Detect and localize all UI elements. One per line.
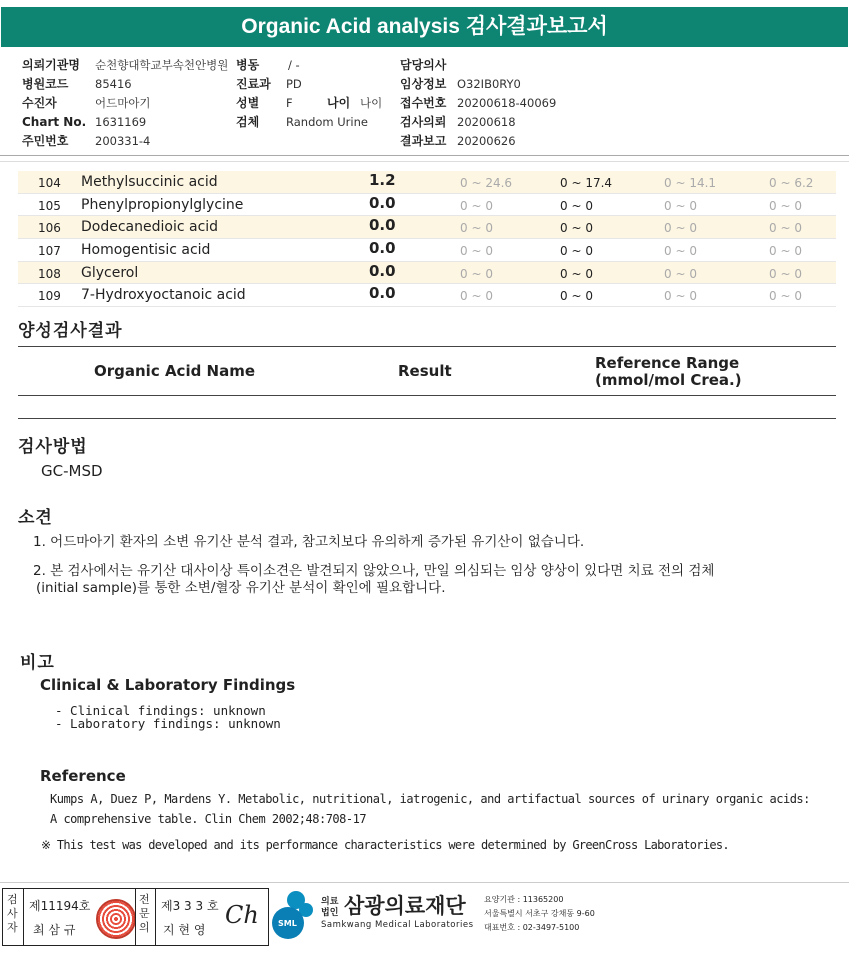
org-prefix-2: 법인: [321, 908, 339, 918]
tester-label: 검사자: [7, 893, 18, 934]
reference-range-4: 0 ~ 0: [769, 198, 802, 213]
reference-range-1: 0 ~ 0: [460, 244, 493, 259]
hospital-code-value: 85416: [95, 77, 132, 91]
reference-range-3: 0 ~ 0: [664, 289, 697, 304]
acid-name: Phenylpropionylglycine: [81, 196, 244, 213]
org-name: 삼광의료재단: [344, 894, 466, 918]
org-address: 서울특별시 서초구 강채동 9-60: [484, 909, 595, 918]
positive-results-bottom-line: [18, 418, 836, 419]
report-date-value: 20200626: [457, 134, 516, 148]
dept-label: 진료과: [236, 77, 271, 91]
ward-value: / -: [288, 58, 300, 72]
ward-label: 병동: [236, 58, 260, 72]
tester-seal: [96, 899, 136, 939]
hospital-code-label: 병원코드: [22, 77, 69, 91]
result-value: 0.0: [369, 261, 396, 280]
age-value: 나이: [360, 96, 383, 110]
finding-line-1: 1. 어드마아기 환자의 소변 유기산 분석 결과, 참고치보다 유의하게 증가된 유기산이 없습니다.: [33, 534, 585, 550]
row-number: 107: [38, 244, 61, 259]
reference-line-1: Kumps A, Duez P, Mardens Y. Metabolic, nutritional, iatrogenic, and artifactual sources of urinary organic acids:: [50, 792, 810, 806]
reference-range-1: 0 ~ 0: [460, 289, 493, 304]
col-result: Result: [398, 362, 452, 380]
reference-range-4: 0 ~ 0: [769, 266, 802, 281]
age-label: 나이: [327, 96, 351, 110]
clinical-findings-line: - Clinical findings: unknown: [55, 703, 266, 718]
col-reference-unit: (mmol/mol Crea.): [595, 371, 742, 389]
chart-value: 1631169: [95, 115, 147, 129]
reference-range-4: 0 ~ 0: [769, 289, 802, 304]
result-value: 0.0: [369, 216, 396, 235]
reference-range-1: 0 ~ 0: [460, 221, 493, 236]
specimen-value: Random Urine: [286, 115, 368, 129]
request-label: 검사의뢰: [400, 115, 447, 129]
reference-title: Reference: [40, 767, 126, 785]
report-title: Organic Acid analysis 검사결과보고서: [1, 7, 848, 47]
table-row: [18, 262, 836, 285]
request-value: 20200618: [457, 115, 516, 129]
row-number: 106: [38, 221, 61, 236]
reference-range-1: 0 ~ 0: [460, 198, 493, 213]
reference-range-3: 0 ~ 0: [664, 266, 697, 281]
finding-line-2: 2. 본 검사에서는 유기산 대사이상 특이소견은 발견되지 않았으나, 만일 의심되는 임상 양상이 있다면 치료 전의 검체: [33, 563, 715, 579]
acid-name: Methylsuccinic acid: [81, 174, 218, 190]
reference-line-2: A comprehensive table. Clin Chem 2002;48:708-17: [50, 812, 367, 826]
receipt-label: 접수번호: [400, 96, 447, 110]
positive-results-header: [18, 346, 836, 396]
acid-name: Dodecanedioic acid: [81, 219, 219, 236]
acid-name: Glycerol: [81, 264, 139, 281]
resident-label: 주민번호: [22, 134, 69, 148]
clinical-info-label: 임상정보: [400, 77, 447, 91]
table-row: [18, 194, 836, 217]
row-number: 105: [38, 198, 61, 213]
clinical-findings-title: Clinical & Laboratory Findings: [40, 676, 296, 694]
col-reference-range: Reference Range: [595, 354, 740, 372]
org-code: 요양기관 : 11365200: [484, 895, 564, 904]
table-row: [18, 239, 836, 262]
acid-name: 7-Hydroxyoctanoic acid: [81, 287, 246, 304]
result-value: 0.0: [369, 193, 396, 212]
reference-range-2: 0 ~ 0: [560, 266, 593, 281]
specialist-name: 지 현 영: [163, 923, 206, 937]
collector-label: 수진자: [22, 96, 57, 110]
footer: [0, 885, 849, 953]
method-title: 검사방법: [18, 437, 88, 457]
report-date-label: 결과보고: [400, 134, 447, 148]
specialist-license: 제3 3 3 호: [161, 899, 219, 913]
header-divider-2: [0, 161, 849, 162]
tester-name: 최 삼 규: [33, 923, 76, 937]
positive-results-title: 양성검사결과: [18, 321, 123, 341]
reference-range-4: 0 ~ 6.2: [769, 176, 814, 190]
acid-name: Homogentisic acid: [81, 242, 211, 259]
org-english-name: Samkwang Medical Laboratories: [321, 920, 474, 930]
doctor-label: 담당의사: [400, 58, 447, 72]
signature-box: [2, 888, 269, 946]
reference-range-3: 0 ~ 0: [664, 198, 697, 213]
signature: Ch: [225, 901, 259, 929]
row-number: 109: [38, 289, 61, 304]
col-acid-name: Organic Acid Name: [94, 362, 256, 380]
reference-range-3: 0 ~ 14.1: [664, 176, 717, 190]
org-prefix-1: 의료: [321, 897, 339, 907]
reference-range-2: 0 ~ 0: [560, 289, 593, 304]
reference-range-3: 0 ~ 0: [664, 244, 697, 259]
org-phone: 대표번호 : 02-3497-5100: [484, 923, 580, 932]
dept-value: PD: [286, 77, 302, 91]
clinical-info-value: O32IB0RY0: [457, 77, 521, 91]
row-number: 104: [38, 176, 61, 190]
header-divider: [0, 155, 849, 156]
reference-range-4: 0 ~ 0: [769, 244, 802, 259]
reference-range-3: 0 ~ 0: [664, 221, 697, 236]
reference-range-2: 0 ~ 0: [560, 244, 593, 259]
result-value: 0.0: [369, 239, 396, 258]
table-row: [18, 216, 836, 239]
sex-value: F: [286, 96, 293, 110]
reference-range-1: 0 ~ 0: [460, 266, 493, 281]
reference-range-4: 0 ~ 0: [769, 221, 802, 236]
institution-value: 순천향대학교부속천안병원: [95, 58, 229, 72]
result-value: 0.0: [369, 284, 396, 303]
chart-label: Chart No.: [22, 115, 87, 129]
sex-label: 성별: [236, 96, 260, 110]
footer-divider: [0, 882, 849, 883]
divider: [135, 889, 136, 945]
results-table: [18, 171, 836, 307]
result-value: 1.2: [369, 171, 396, 189]
divider: [23, 889, 24, 945]
table-row: [18, 171, 836, 194]
specimen-label: 검체: [236, 115, 260, 129]
findings-title: 소견: [18, 508, 53, 528]
specialist-label: 전문의: [139, 893, 150, 934]
institution-label: 의뢰기관명: [22, 58, 80, 72]
laboratory-findings-line: - Laboratory findings: unknown: [55, 716, 281, 731]
finding-line-2-cont: (initial sample)를 통한 소변/혈장 유기산 분석이 확인에 필요합니다.: [36, 580, 446, 596]
reference-range-2: 0 ~ 17.4: [560, 176, 613, 190]
reference-range-2: 0 ~ 0: [560, 221, 593, 236]
table-row: [18, 284, 836, 307]
reference-range-2: 0 ~ 0: [560, 198, 593, 213]
divider: [155, 889, 156, 945]
tester-license: 제11194호: [29, 899, 91, 913]
reference-range-1: 0 ~ 24.6: [460, 176, 513, 190]
remarks-title: 비고: [20, 653, 55, 673]
logo-text: SML: [278, 919, 297, 928]
method-value: GC-MSD: [41, 462, 103, 480]
performance-note: ※ This test was developed and its performance characteristics were determined by GreenCross Laboratories.: [41, 838, 729, 852]
collector-value: 어드마아기: [95, 96, 151, 110]
receipt-value: 20200618-40069: [457, 96, 557, 110]
row-number: 108: [38, 266, 61, 281]
resident-value: 200331-4: [95, 134, 151, 148]
